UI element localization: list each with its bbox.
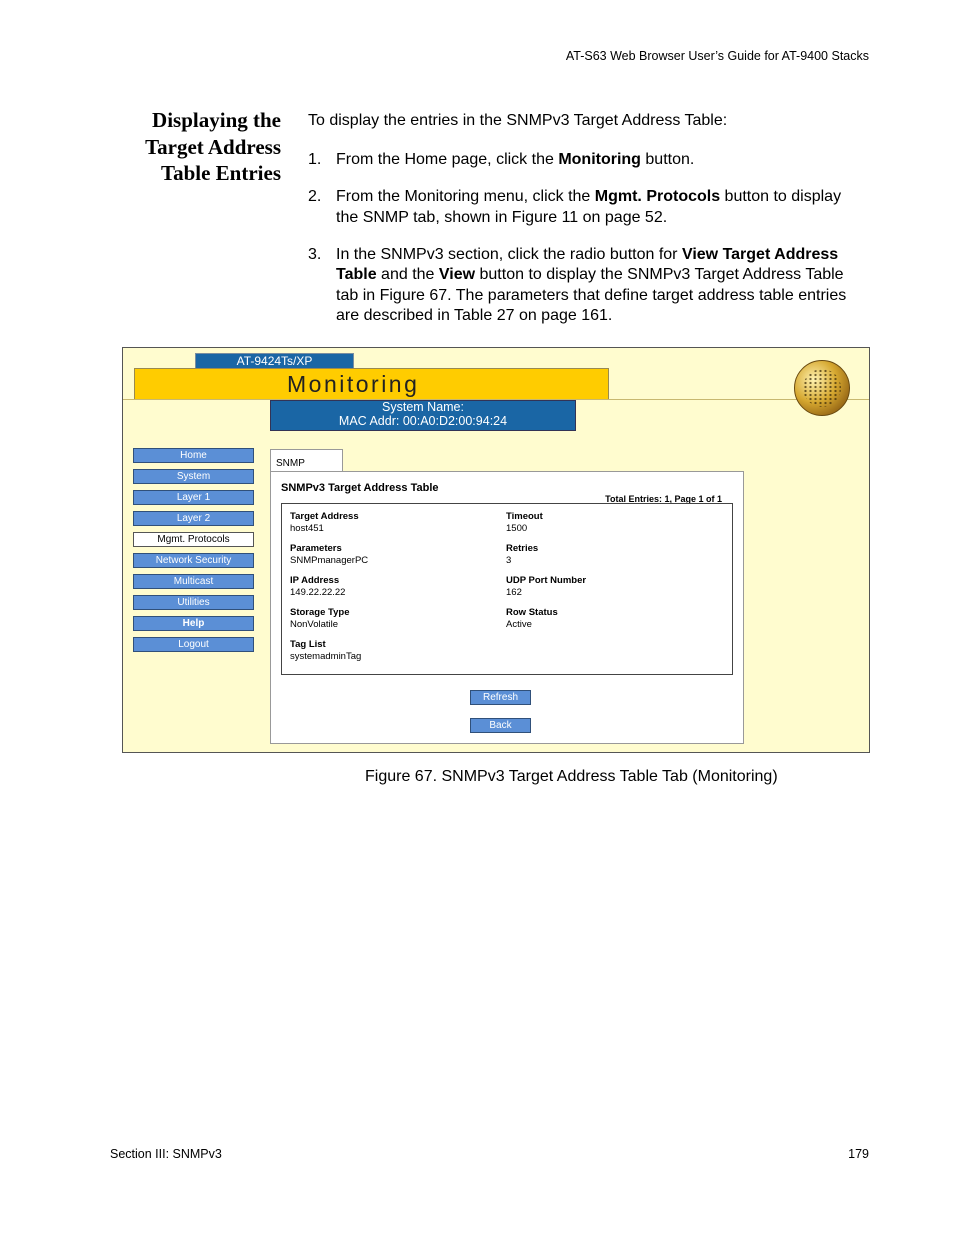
field-label: Storage Type [290,607,350,618]
timeout-field [506,511,543,535]
device-model-tab: AT-9424Ts/XP [195,353,354,369]
nav-home-button[interactable]: Home [133,448,254,463]
step-text: From the Monitoring menu, click the [336,188,595,205]
intro-paragraph: To display the entries in the SNMPv3 Target Address Table: [308,112,728,129]
step-text: button to display the SNMP tab, shown in Figure 11 on page 52. [336,188,842,226]
field-label: Tag List [290,639,326,650]
globe-texture [803,369,841,407]
refresh-button[interactable]: Refresh [470,690,531,705]
step-bold: Monitoring [558,151,641,168]
field-value: 162 [506,587,522,598]
globe-logo-icon [794,360,850,416]
step-text: In the SNMPv3 section, click the radio button for [336,245,682,263]
field-label: UDP Port Number [506,575,587,586]
parameters-field [290,543,368,567]
ip-address-field [290,575,345,599]
running-header: AT-S63 Web Browser User’s Guide for AT-9400 Stacks [565,49,869,63]
step-number: 2. [308,188,322,205]
step-text: and the [376,266,439,283]
nav-network-security-button[interactable]: Network Security [133,553,254,568]
step-1 [308,150,848,171]
step-3 [308,245,848,327]
udp-port-field [506,575,586,599]
row-status-field [506,607,558,631]
step-text: button to display the SNMPv3 Target Address Table tab in Figure 67. The parameters that define target address table entries are described in Table 27 on page 161. [336,266,847,324]
field-value: SNMPmanagerPC [290,555,369,566]
nav-logout-button[interactable]: Logout [133,637,254,652]
page-number: 179 [848,1147,869,1161]
target-address-field [290,511,359,535]
field-value: host451 [290,523,324,534]
banner-title: Monitoring [287,371,420,397]
back-button[interactable]: Back [470,718,531,733]
snmp-panel [270,471,744,744]
monitoring-banner [134,368,609,400]
field-label: Row Status [506,607,558,618]
field-value: systemadminTag [290,651,362,662]
retries-field [506,543,538,567]
field-label: Parameters [290,543,342,554]
mac-address: MAC Addr: 00:A0:D2:00:94:24 [338,413,508,428]
target-address-entry [281,503,733,675]
nav-mgmt-protocols-button[interactable]: Mgmt. Protocols [133,532,254,547]
storage-type-field [290,607,349,631]
section-title [100,107,281,187]
step-number: 3. [308,245,322,263]
step-bold: Mgmt. Protocols [594,188,721,205]
panel-title: SNMPv3 Target Address Table [281,482,439,494]
footer-section: Section III: SNMPv3 [110,1147,222,1161]
field-value: 149.22.22.22 [290,587,346,598]
field-label: Target Address [290,511,359,522]
nav-system-button[interactable]: System [133,469,254,484]
section-title-line: Target Address [145,134,281,159]
step-bold: View Target Address Table [336,245,839,283]
step-text: From the Home page, click the [336,151,559,168]
figure-caption: Figure 67. SNMPv3 Target Address Table Tab (Monitoring) [365,768,778,785]
nav-multicast-button[interactable]: Multicast [133,574,254,589]
field-label: Retries [506,543,539,554]
step-text: button. [640,151,695,168]
tag-list-field [290,639,361,663]
section-title-line: Displaying the [152,108,281,132]
step-number: 1. [308,151,322,168]
field-value: NonVolatile [290,619,339,630]
field-value: Active [506,619,532,630]
nav-layer1-button[interactable]: Layer 1 [133,490,254,505]
procedure-steps [308,150,848,343]
step-bold: View [438,266,476,283]
figure-screenshot [122,347,870,753]
tab-snmp[interactable]: SNMP [270,449,343,472]
step-2 [308,187,848,228]
field-value: 1500 [506,523,528,534]
field-value: 3 [506,555,512,566]
nav-layer2-button[interactable]: Layer 2 [133,511,254,526]
system-name-label: System Name: [382,400,464,414]
nav-help-button[interactable]: Help [133,616,254,631]
field-label: Timeout [506,511,543,522]
nav-utilities-button[interactable]: Utilities [133,595,254,610]
section-title-line: Table Entries [161,161,281,185]
system-info-box [270,400,576,431]
total-entries: Total Entries: 1, Page 1 of 1 [605,494,722,504]
field-label: IP Address [290,575,340,586]
